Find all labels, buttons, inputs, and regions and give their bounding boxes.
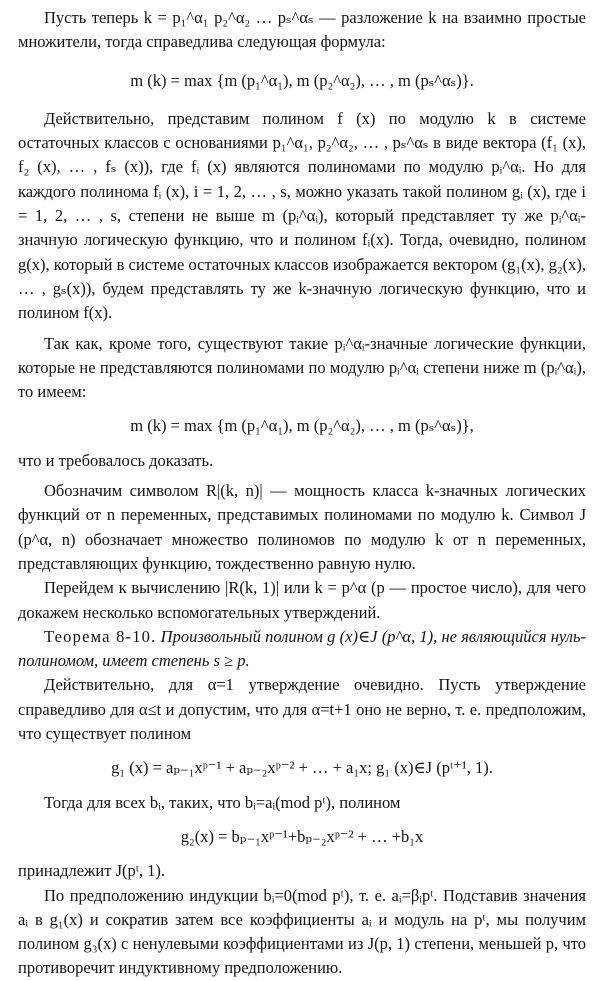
paragraph-lower-bound: Так как, кроме того, существуют такие pᵢ^αᵢ-значные логические функции, которые не представляются полиномами по модулю pᵢ^αᵢ степени ниже m (pᵢ^αᵢ), то имеем:: [18, 333, 586, 402]
paragraph-proof-residue-system: Действительно, представим полином f (x) по модулю k в системе остаточных классов с основаниями p₁^α₁, p₂^α₂, … , pₛ^αₛ в виде вектора (f₁ (x), f₂ (x), … , fₛ (x)), где fᵢ (x) являются полиномами по модулю pᵢ^αᵢ. Но для каждого полинома fᵢ (x), i = 1, 2, … , s, можно указать такой полином gᵢ (x), где i = 1, 2, … , s, степени не выше m (pᵢ^αᵢ), который представляет ту же pᵢ^αᵢ-значную логическую функцию, что и полином fᵢ(x). Тогда, очевидно, полином g(x), который в системе остаточных классов изображается вектором (g₁(x), g₂(x), … , gₛ(x)), будем представлять ту же k-значную логическую функцию, что и полином f(x).: [18, 108, 586, 323]
paragraph-coefficients: Тогда для всех bᵢ, таких, что bᵢ=aᵢ(mod pᵗ), полином: [44, 792, 401, 812]
formula-max-degree: m (k) = max {m (p₁^α₁), m (p₂^α₂), … , m (pₛ^αₛ)}.: [130, 70, 474, 90]
paragraph-factorization: Пусть теперь k = p₁^α₁ p₂^α₂ … pₛ^αₛ — разложение k на взаимно простые множители, тогда справедлива следующая формула:: [18, 8, 586, 52]
formula-polynomial-g2: g₂(x) = bₚ₋₁xᵖ⁻¹+bₚ₋₂xᵖ⁻² + … +b₁x: [180, 826, 424, 846]
paragraph-notation: Обозначим символом R|(k, n)| — мощность класса k-значных логических функций от n переменных, представимых полиномами по модулю k. Символ J (p^α, n) обозначает множество полиномов по модулю k от n переменных, представляющих функцию, тождественно равную нулю.: [18, 481, 586, 573]
formula-polynomial-g1: g₁ (x) = aₚ₋₁xᵖ⁻¹ + aₚ₋₂xᵖ⁻² + … + a₁x; g₁ (x)∈J (pᵗ⁺¹, 1).: [111, 758, 493, 778]
paragraph-induction-conclusion: По предположению индукции bᵢ=0(mod pᵗ), т. е. aᵢ=βᵢpᵗ. Подставив значения aᵢ в g₁(x) и сократив затем все коэффициенты aᵢ и модуль на pᵗ, мы получим полином g₃(x) с ненулевыми коэффициентами из J(p, 1) степени, меньшей p, что противоречит индуктивному предположению.: [18, 885, 586, 978]
theorem-8-10: [18, 625, 586, 674]
paragraph-qed: что и требовалось доказать.: [18, 450, 214, 470]
formula-max-degree-repeat: m (k) = max {m (p₁^α₁), m (p₂^α₂), … , m (pₛ^αₛ)},: [130, 416, 474, 436]
paragraph-membership: принадлежит J(pᵗ, 1).: [18, 861, 166, 881]
paragraph-induction-start: Действительно, для α=1 утверждение очевидно. Пусть утверждение справедливо для α≤t и допустим, что для α=t+1 оно не верно, т. е. предположим, что существует полином: [18, 675, 586, 744]
theorem-statement: Произвольный полином g (x)∈J (p^α, 1), не являющийся нуль-полиномом, имеет степень s ≥ p.: [18, 626, 586, 671]
theorem-label: Теорема 8-10.: [44, 626, 157, 646]
paragraph-computation-intro: Перейдем к вычислению |R(k, 1)| или k = p^α (p — простое число), для чего докажем несколько вспомогательных утверждений.: [18, 578, 586, 622]
